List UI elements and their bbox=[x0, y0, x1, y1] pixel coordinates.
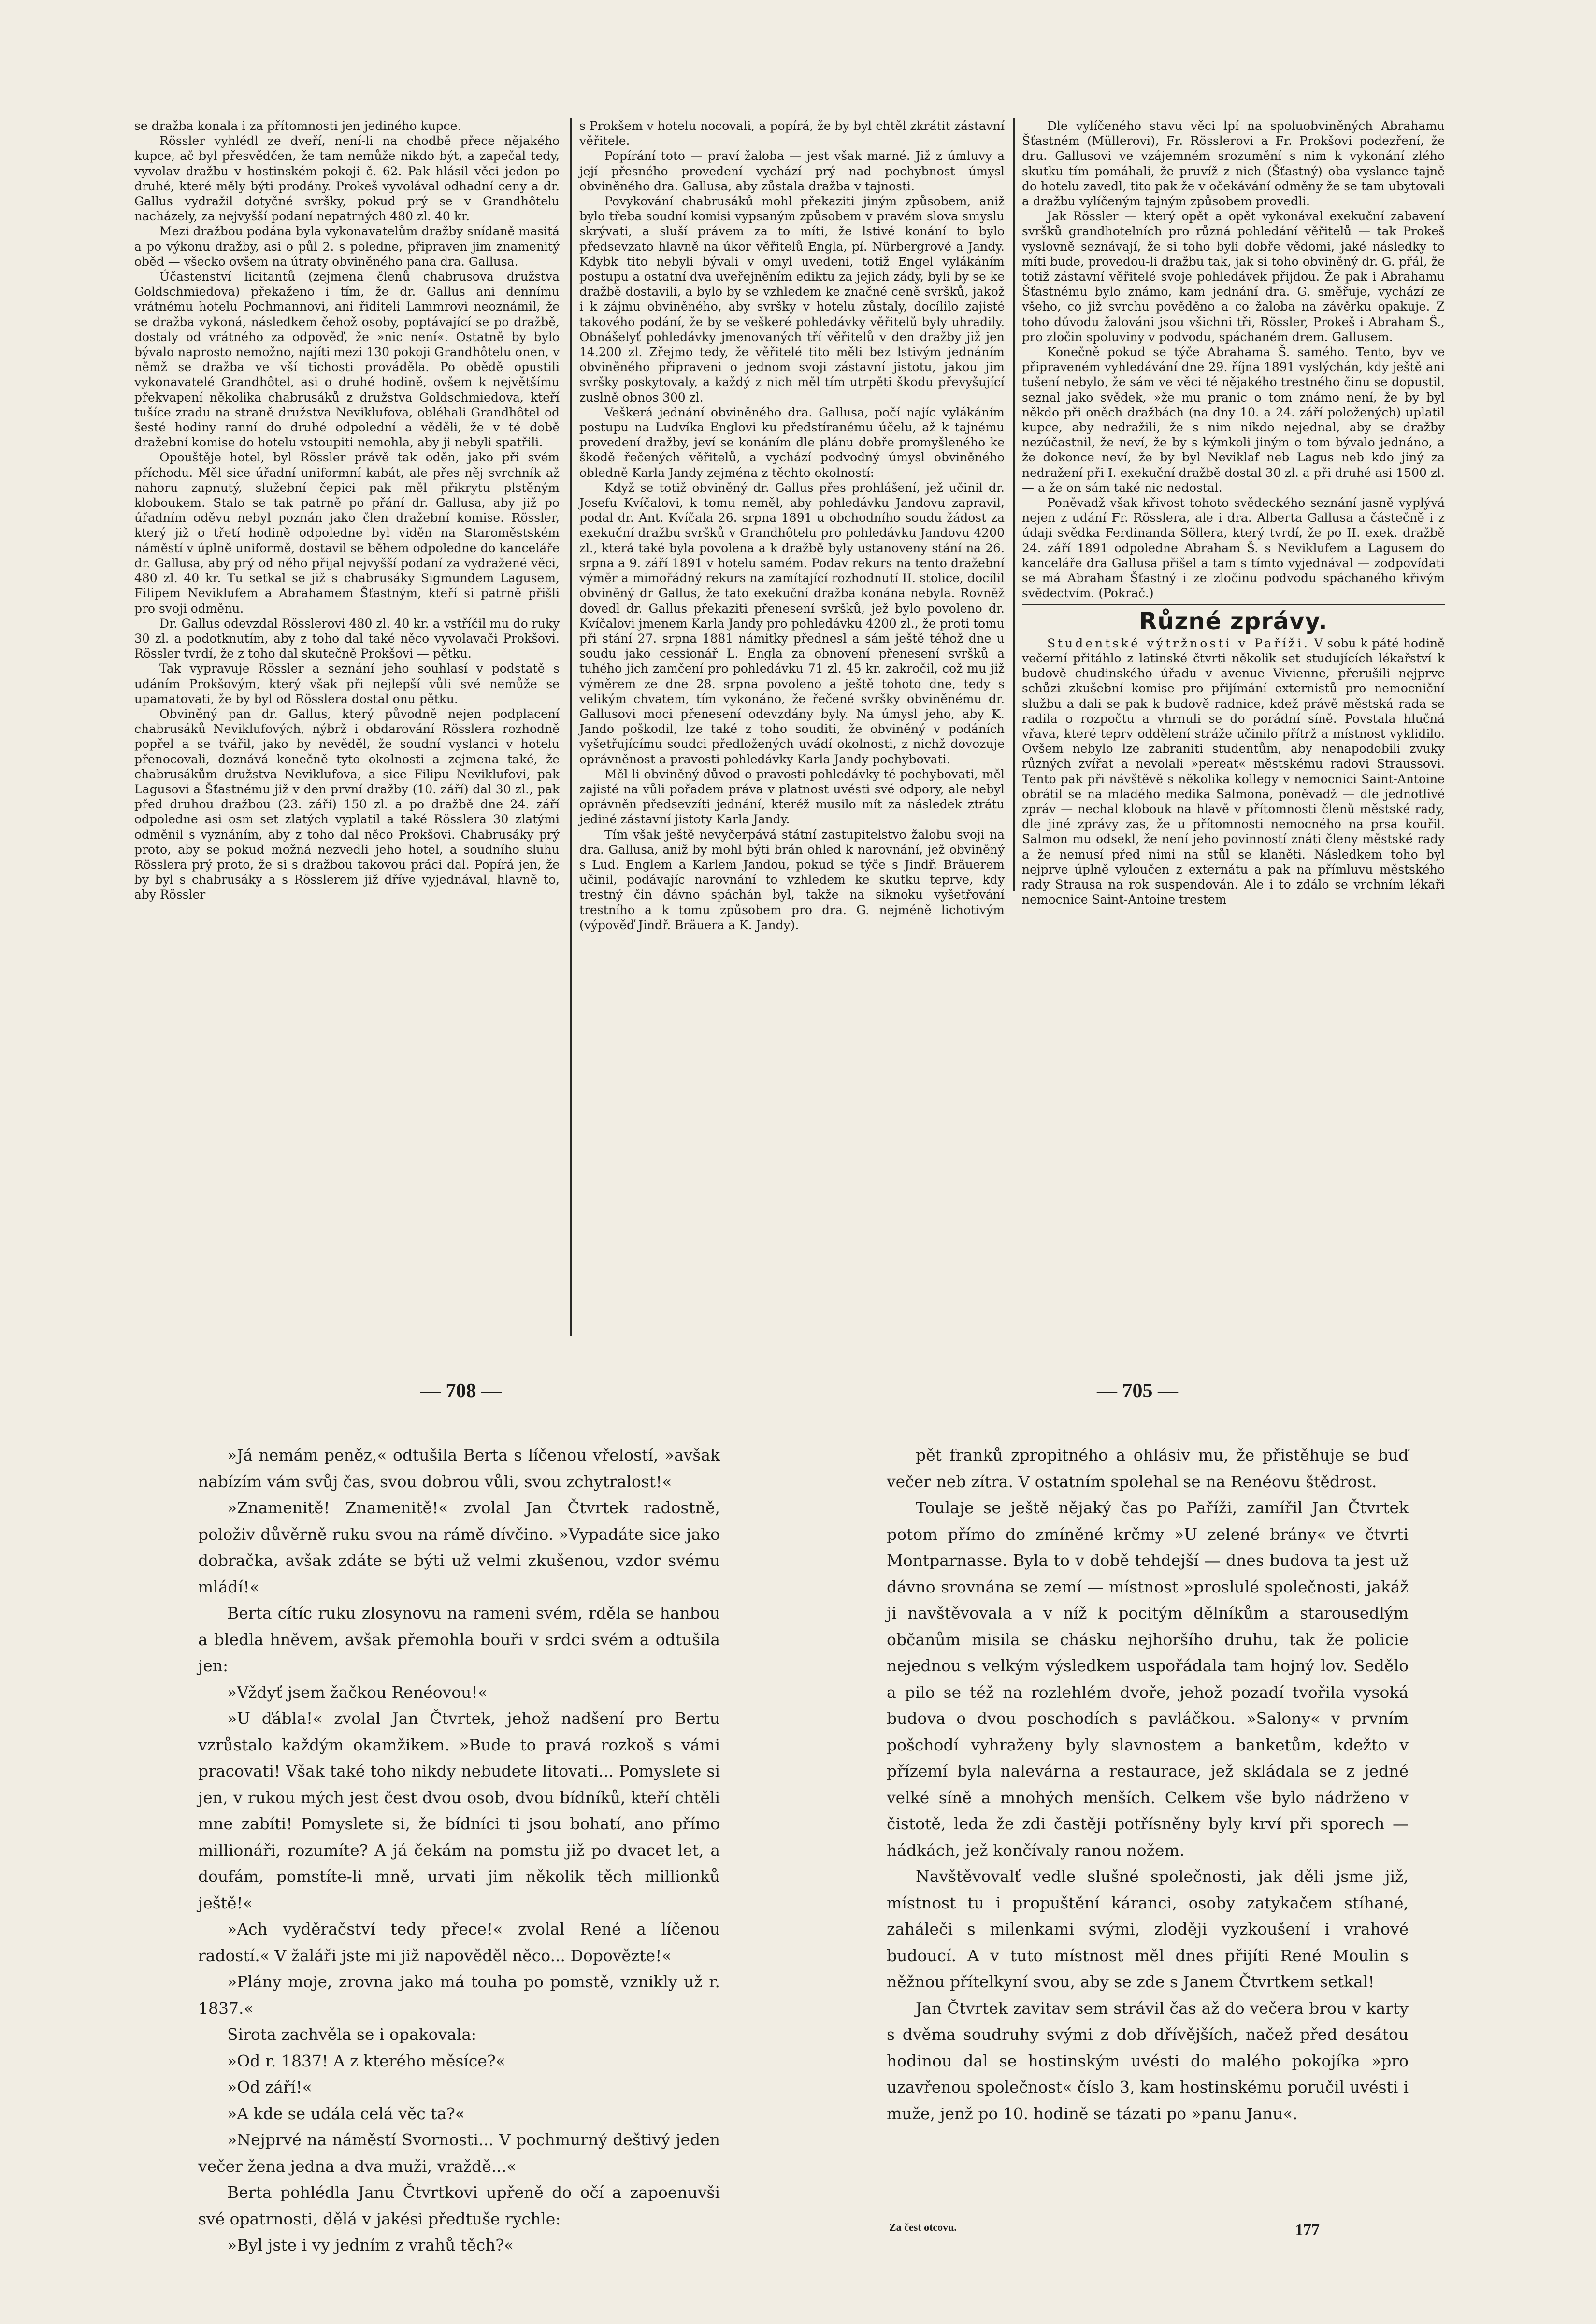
paragraph: »Byl jste i vy jedním z vrahů těch?« bbox=[227, 2236, 514, 2254]
paragraph: Účastenství licitantů (zejmena členů chabrusova družstva Goldschmiedova) překaženo i tím, že dr. Gallus ani dennímu vrátnému hotelu Pochmannovi, ani řiditeli Lammrovi neoznámil, že se dražba vykoná, následkem čehož osoby, poptávající se po dražbě, dostaly od vrátného za odpověď, že »nic není«. Ostatně by bylo bývalo naprosto nemožno, najíti mezi 130 pokoji Grandhôtelu onen, v němž se dražba ve vší tichosti prováděla. Po obědě opustili vykonavatelé Grandhôtel, asi o druhé hodině, ovšem k největšímu překvapení několika chabrusáků z družstva Goldschmiedova, kteří tušíce zradu na straně družstva Neviklufova, obléhali Grandhôtel od šesté hodiny ranní do druhé odpolední a věděli, že v té době dražební komise do hotelu vstoupiti nemohla, aby ji nebyli spatřili. bbox=[134, 270, 560, 450]
article-continuation bbox=[1022, 118, 1445, 601]
paragraph: »Znamenitě! Znamenitě!« zvolal Jan Čtvrtek radostně, položiv důvěrně ruku svou na rámě dívčino. »Vypadáte sice jako dobračka, avšak zdáte se býti už velmi zkušenou, vzdor svému mládí!« bbox=[198, 1498, 720, 1596]
page-number-left: — 708 — bbox=[420, 1380, 502, 1402]
paragraph: Veškerá jednání obviněného dra. Gallusa, počí najíc vylákáním postupu na Ludvíka Englovi ku předstíranému účelu, až k tajnému provedení dražby, jeví se konáním dle plánu dobře promyšleného ke škodě řečených věřitelů, a vychází podvodný úmysl obviněného obledně Karla Jandy zejména z těchto okolností: bbox=[579, 405, 1005, 480]
article-column-left bbox=[134, 118, 560, 903]
paragraph: Dr. Gallus odevzdal Rösslerovi 480 zl. 40 kr. a vstříčil mu do ruky 30 zl. a podotknutím, aby z toho dal také něco vyvolavači Prokšovi. Rössler tvrdí, že z toho dal skutečně Prokšovi — pětku. bbox=[134, 616, 560, 661]
paragraph: Konečně pokud se týče Abrahama Š. samého. Tento, byv ve připraveném vyhledávání dne 29. října 1891 vyslýchán, kdy ještě ani tušení nebylo, že sám ve věci té nějakého trestného činu se dopustil, seznal jako svědek, »že mu pranic o tom známo není, že by byl někdo při oněch dražbách (na dny 10. a 24. září položených) uplatil kupce, aby nedražili, že s nim nikdo nejednal, aby se dražby nezúčastnil, že neví, že by s kýmkoli jiným o tom bývalo jednáno, a že dokonce neví, že by byl Neviklaf neb Lagus neb kdo jiný za nedražení při I. exekuční dražbě dostal 30 zl. a při druhé asi 1500 zl. — a že on sám také nic nedostal. bbox=[1022, 345, 1445, 495]
article-column-middle bbox=[579, 118, 1005, 932]
paragraph: pět franků zpropitného a ohlásiv mu, že přistěhuje se buď večer neb zítra. V ostatním spolehal se na Renéovu štědrost. bbox=[887, 1446, 1409, 1491]
news-item-headline: Studentské výtržnosti v Paříži. bbox=[1047, 636, 1310, 650]
paragraph: Povykování chabrusáků mohl překaziti jiným způsobem, aniž bylo třeba soudní komisi vypsaným způsobem v pravém slova smyslu skrývati, a sluší právem za to míti, že lstivé konání to bylo předsevzato hlavně na úkor věřitelů Engla, pí. Nürbergrové a Jandy. Kdybk tito nebyli bývali v omyl uvedeni, totiž Engel vylákáním postupu a ostatní dva uveřejněním ediktu za jejich zády, byli by se ke dražbě dostavili, a bylo by se vzhledem ke značné ceně svršků, jakož i k zájmu obviněného, aby svršky v hotelu zůstaly, docílilo zajisté takového podání, že by se veškeré pohledávky věřitelů byly uhradily. Obnášelyť pohledávky jmenovaných tří věřitelů v den dražby již jen 14.200 zl. Zřejmo tedy, že věřitelé tito měli bez lstivým jednáním obviněného připraveni o jednom svoji zástavní jistotu, jakou jim svršky poskytovaly, a každý z nich měl tím utrpěti škodu převyšující zuslně obnos 300 zl. bbox=[579, 194, 1005, 404]
footer-note: Za čest otcovu. bbox=[889, 2221, 957, 2233]
novel-column-right bbox=[887, 1442, 1409, 2127]
paragraph: Poněvadž však křivost tohoto svědeckého seznání jasně vyplývá nejen z udání Fr. Rösslera, ale i dra. Alberta Gallusa a částečně i z údaji svědka Ferdinanda Söllera, který tvrdí, že po II. exek. dražbě 24. září 1891 odpoledne Abraham Š. s Neviklufem a Lagusem do kanceláře dra Gallusa přišel a tam s tímto vyjednával — zodpovídati se má Abraham Šťastný i ze zločinu podvodu spáchaného křivým svědectvím. (Pokrač.) bbox=[1022, 496, 1445, 601]
article-column-right bbox=[1022, 118, 1445, 907]
paragraph: Popírání toto — praví žaloba — jest však marné. Již z úmluvy a její přesného provedení vychází prý nad pochybnost úmysl obviněného dra. Gallusa, aby zůstala dražba v tajnosti. bbox=[579, 149, 1005, 193]
paragraph: »Plány moje, zrovna jako má touha po pomstě, vznikly už r. 1837.« bbox=[198, 1972, 720, 2018]
column-divider bbox=[570, 118, 572, 1336]
paragraph: Jan Čtvrtek zavitav sem strávil čas až do večera brou v karty s dvěma soudruhy svými z dob dřívějších, načež před desátou hodinou dal se hostinským uvésti do malého pokojíka »pro uzavřenou společnost« číslo 3, kam hostinskému poručil uvésti i muže, jenž po 10. hodině se tázati po »panu Janu«. bbox=[887, 1998, 1409, 2123]
paragraph: Obviněný pan dr. Gallus, který původně nejen podplacení chabrusáků Neviklufových, nýbrž i obdarování Rösslera rozhodně popřel a se tvářil, jako by nevěděl, že soudní vyslanci v hotelu přenocovali, doznává konečně tyto okolnosti a zejmena také, že chabrusákům družstva Neviklufova, a sice Filipu Neviklufovi, pak Lagusovi a Šťastnému již v den první dražby (10. září) dal 30 zl., pak před druhou dražbou (23. září) 150 zl. a po dražbě dne 24. září odpoledne asi osm set zlatých vyplatil a také Rösslera 30 zlatými odměnil s vyznáním, aby z toho dal něco Prokšovi. Chabrusáky prý proto, aby se pokud možná nezvedli jeho hotel, a soudního sluhu Rösslera prý proto, že si s dražbou takovou práci dal. Popírá jen, že by byl s chabrusáky a s Rösslerem již dříve vyjednával, hlavně to, aby Rössler bbox=[134, 706, 560, 902]
paragraph: Měl-li obviněný důvod o pravosti pohledávky té pochybovati, měl zajisté na vůli pořadem práva v platnost uvésti své odpory, ale nebyl oprávněn předsevzíti jednání, kteréž musilo mít za následek ztrátu jediné zástavní jistoty Karla Jandy. bbox=[579, 767, 1005, 827]
paragraph: Opouštěje hotel, byl Rössler právě tak oděn, jako při svém příchodu. Měl sice úřadní uniformní kabát, ale přes něj svrchník až nahoru zapnutý, služební čepici pak měl přikrytu plstěným kloboukem. Stalo se tak patrně po přání dr. Gallusa, aby již po úřadním oděvu nebyl poznán jako člen dražební komise. Rössler, který již o třetí hodině odpoledne byl viděn na Staroměstském náměstí v úplně uniformě, dostavil se během odpoledne do kanceláře dr. Gallusa, aby prý od něho přijal nejvyšší podaní za vydražené věci, 480 zl. 40 kr. Tu setkal se již s chabrusáky Sigmundem Lagusem, Filipem Neviklufem a Abrahamem Šťastným, kteří si patrně přišli pro svoji odměnu. bbox=[134, 450, 560, 616]
paragraph: »Od r. 1837! A z kterého měsíce?« bbox=[227, 2051, 505, 2070]
paragraph: Toulaje se ještě nějaký čas po Paříži, zamířil Jan Čtvrtek potom přímo do zmíněné krčmy »U zelené brány« ve čtvrti Montparnasse. Byla to v době tehdejší — dnes budova ta jest už dávno srovnána se zemí — místnost »proslulé společnosti, jakáž ji navštěvovala a v níž k pocitým dělníkům a starousedlým občanům misila se chásku nejhoršího druhu, tak že policie nejednou s velkým výsledkem uspořádala tam hojný lov. Sedělo a pilo se též na rozlehlém dvoře, jehož pozadí tvořila vysoká budova o dvou poschodích s pavláčkou. »Salony« v prvním pošchodí vyhraženy byly slavnostem a banketům, kdežto v přízemí byla nalevárna a restaurace, jež skládala se z jedné velké síně a mnohých menších. Celkem vše bylo nádrženo v čistotě, leda že zdi častěji potřísněny byly krví při sporech — hádkách, jež končívaly ranou nožem. bbox=[887, 1498, 1409, 1860]
paragraph: Navštěvovalť vedle slušné společnosti, jak děli jsme již, místnost tu i propuštění káranci, osoby zatykačem stíhané, zaháleči s milenkami svými, zloději vyzkoušení i vrahové budoucí. A v tuto místnost měl dnes přijíti René Moulin s něžnou přítelkyní svou, aby se zde s Janem Čtvrtkem setkal! bbox=[887, 1867, 1409, 1991]
paragraph: Dle vylíčeného stavu věci lpí na spoluobviněných Abrahamu Šťastném (Müllerovi), Fr. Rösslerovi a Fr. Prokšovi podezření, že dru. Gallusovi ve vzájemném srozumění s nim k vykonání zlého skutku tím pomáhali, že pruvíž z nich (Šťastný) oba vyslance tajně do hotelu zavedl, tito pak že v očekávání odměny že se tam ubytovali a dražbu vylíčeným tajným způsobem provedli. bbox=[1022, 119, 1445, 209]
news-item bbox=[1022, 636, 1445, 907]
paragraph: Když se totiž obviněný dr. Gallus přes prohlášení, jež učinil dr. Josefu Kvíčalovi, k tomu neměl, aby pohledávku Jandovu zapravil, podal dr. Ant. Kvíčala 26. srpna 1891 u obchodního soudu žádost za exekuční dražbu svršků v Grandhôtelu pro pohledávku Jandovu 4200 zl., která také byla povolena a k dražbě byly ustanoveny stání na 26. srpna a 9. září 1891 v hotelu samém. Podav rekurs na tento dražební výměr a mimořádný rekurs na zamítající rozhodnutí II. stolice, docílil obviněný dr Gallus, že tato exekuční dražba konána nebyla. Rovněž dovedl dr. Gallus překaziti přenesení svršků, jež bylo povoleno dr. Kvíčalovi jmenem Karla Jandy pro pohledávku 4200 zl., že proti tomu při stání 27. srpna 1881 námitky přednesl a sám ještě téhož dne u soudu jako cessionář L. Engla za obnovení přenesení svršků a tuhého jich zamčení pro pohledávku 71 zl. 45 kr. zakročil, což mu již výměrem ze dne 28. srpna povoleno a ještě tohoto dne, tedy s velikým chvatem, tím vykonáno, že řečené svršky obviněnému dr. Gallusovi moci přenesení odevzdány byly. Na úmysl jeho, aby K. Jando poškodil, lze také z toho souditi, že obviněný v podáních vyšetřujícímu soudci předložených uvádí okolnosti, z nichž dovozuje oprávněnost a pravosti pohledávky Karla Jandy pochybovati. bbox=[579, 480, 1005, 766]
paragraph: »Vždyť jsem žačkou Renéovou!« bbox=[227, 1682, 488, 1702]
paragraph: Rössler vyhlédl ze dveří, není-li na chodbě přece nějakého kupce, ač byl přesvědčen, že tam nemůže nikdo být, a zapečal tedy, vyvolav dražbu v hostinském pokoji č. 62. Pak hlásil věci jedon po druhé, které měly býti prodány. Prokeš vyvolával odhadní ceny a dr. Gallus vydražil dotyčné svršky, pokud prý se v Grandhôtelu nacházely, za nejvyšší podaní nepatrných 480 zl. 40 kr. bbox=[134, 134, 560, 224]
paragraph: Sirota zachvěla se i opakovala: bbox=[227, 2025, 477, 2044]
paragraph: se dražba konala i za přítomnosti jen jediného kupce. bbox=[134, 119, 461, 133]
paragraph: »Já nemám peněz,« odtušila Berta s líčenou vřelostí, »avšak nabízím vám svůj čas, svou dobrou vůli, svou zchytralost!« bbox=[198, 1446, 720, 1491]
paragraph: Tím však ještě nevyčerpává státní zastupitelstvo žalobu svoji na dra. Gallusa, aniž by mohl býti brán ohled k narovnání, jež obviněný s Lud. Englem a Karlem Jandou, pokud se týče s Jindř. Bräuerem učinil, podávajíc narovnání to vzhledem ke skutku teprve, kdy trestný čin dávno spáchán byl, takže na siknoku vyšetřování trestního a k tomu způsobem pro dra. G. nejméně lichotivým (výpověď Jindř. Bräuera a K. Jandy). bbox=[579, 827, 1005, 932]
novel-column-left bbox=[198, 1442, 720, 2259]
paragraph: Jak Rössler — který opět a opět vykonával exekuční zabavení svršků grandhotelních pro různá pohledání věřitelů — tak Prokeš vyslovně seznávají, že si toho byli dobře vědomi, jaké následky to míti bude, provedou-li dražbu tak, jak si toho obviněný dr. G. přál, že totiž zástavní věřitelé svoje pohledávek přijdou. Že pak i Abrahamu Šťastnému bylo známo, kam jednání dra. G. směřuje, vychází ze všeho, co již svrchu pověděno a co žaloba na závěrku opakuje. Z toho důvodu žalováni jsou všichni tři, Rössler, Prokeš i Abraham Š., pro zločin spoluviny v podvodu, spáchaném drem. Gallusem. bbox=[1022, 209, 1445, 344]
paragraph: »Ach vyděračství tedy přece!« zvolal René a líčenou radostí.« V žaláři jste mi již napověděl něco... Dopovězte!« bbox=[198, 1920, 720, 1965]
paragraph: Tak vypravuje Rössler a seznání jeho souhlasí v podstatě s udáním Prokšovým, který však při nejlepší vůli své nemůže se upamatovati, že by byl od Rösslera dostal onu pětku. bbox=[134, 661, 560, 706]
footer-page-number: 177 bbox=[1295, 2221, 1320, 2239]
paragraph: s Prokšem v hotelu nocovali, a popírá, že by byl chtěl zkrátit zástavní věřitele. bbox=[579, 119, 1005, 148]
page-number-right: — 705 — bbox=[1097, 1380, 1178, 1402]
news-item-text: V sobu k páté hodině večerní přitáhlo z latinské čtvrti několik set studujících lékařství k budově chudinského úřadu v avenue Vivienne, přerušili nejprve schůzi zkušební komise pro přijímání externistů pro nemocniční službu a dali se pak k budově radnice, kdež právě městská rada se radila o rozpočtu a vhrnuli se do porádní síně. Povstala hlučná vřava, které teprv oddělení stráže učinilo přítrž a místnost vyklidilo. Ovšem nebylo lze zabraniti studentům, aby nenapodobili zvuky různých zvířat a nevolali »pereat« městskému radovi Straussovi. Tento pak při návštěvě s několika kollegy v nemocnici Saint-Antoine obrátil se na mladého medika Salmona, poněvadž — dle jednotlivé zpráv — nechal klobouk na hlavě v přítomnosti členů městské rady, dle jiné zprávy zas, že u přítomnosti nemocného na prsa kouřil. Salmon mu odsekl, že není jeho povinností znáti členy městské rady a že nemusí před nimi na stůl se klaněti. Následkem toho byl nejprve úplně vyloučen z externátu a pak na přímluvu městského rady Strausa na rok suspendován. Ale i to zdálo se vrchním lékaři nemocnice Saint-Antoine trestem bbox=[1022, 636, 1445, 907]
paragraph: »A kde se udála celá věc ta?« bbox=[227, 2104, 465, 2123]
paragraph: Mezi dražbou podána byla vykonavatelům dražby snídaně masitá a po výkonu dražby, asi o půl 2. s poledne, připraven jim znamenitý oběd — všecko ovšem na útraty obviněného pana dra. Gallusa. bbox=[134, 224, 560, 269]
section-rule bbox=[1022, 604, 1445, 605]
column-divider bbox=[1013, 118, 1015, 891]
paragraph: »Od září!« bbox=[227, 2078, 312, 2096]
paragraph: »Nejprvé na náměstí Svornosti... V pochmurný deštivý jeden večer žena jedna a dva muži, vraždě...« bbox=[198, 2130, 720, 2176]
paragraph: Berta cítíc ruku zlosynovu na rameni svém, rděla se hanbou a bledla hněvem, avšak přemohla bouři v srdci svém a odtušila jen: bbox=[198, 1604, 720, 1675]
paragraph: »U ďábla!« zvolal Jan Čtvrtek, jehož nadšení pro Bertu vzrůstalo každým okamžikem. »Bude to pravá rozkoš s vámi pracovati! Však také toho nikdy nebudete litovati... Pomyslete si jen, v rukou mých jest čest dvou osob, dvou bídníků, kteří chtěli mne zabíti! Pomyslete si, že bídníci ti jsou bohatí, ano přímo millionáři, rozumíte? A já čekám na pomstu již po dvacet let, a doufám, pomstíte-li mně, urvati jim několik těch millionků ještě!« bbox=[198, 1709, 720, 1912]
section-title: Různé zprávy. bbox=[1139, 607, 1328, 635]
paragraph: Berta pohlédla Janu Čtvrtkovi upřeně do očí a zapoenuvši své opatrnosti, dělá v jakési předtuše rychle: bbox=[198, 2183, 720, 2228]
